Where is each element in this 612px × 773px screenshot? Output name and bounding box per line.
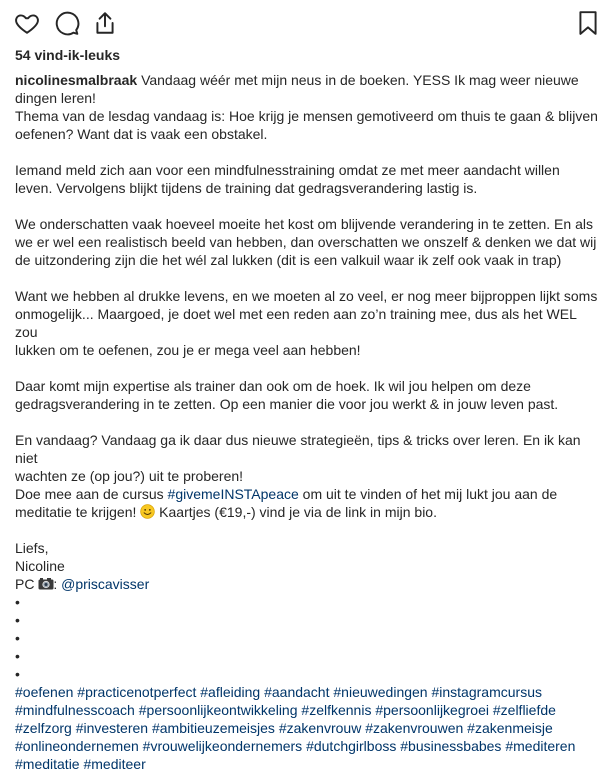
hashtag-link[interactable]: #zakenvrouw	[278, 720, 362, 736]
caption-bullet: •	[15, 648, 20, 664]
caption-text: Doe mee aan de cursus	[15, 486, 168, 502]
caption-text: Thema van de lesdag vandaag is: Hoe krijg je mensen gemotiveerd om thuis te gaan & blijven	[15, 108, 598, 124]
caption-text: onmogelijk... Maargoed, je doet wel met een reden aan zo’n training mee, dus als het WEL zou	[15, 306, 577, 340]
hashtag-link[interactable]: #oefenen	[15, 684, 74, 700]
heart-icon[interactable]	[14, 10, 40, 39]
bookmark-icon[interactable]	[576, 10, 600, 39]
hashtag-link[interactable]: #zelfliefde	[492, 702, 556, 718]
caption-bullet: •	[15, 612, 20, 628]
hashtag-link[interactable]: #businessbabes	[400, 738, 502, 754]
hashtag-link[interactable]: #persoonlijkeontwikkeling	[138, 702, 298, 718]
hashtag-link[interactable]: #afleiding	[200, 684, 261, 700]
caption-text: we er wel een realistisch beeld van hebben, dan overschatten we onszelf & denken we dat wij	[15, 234, 597, 250]
caption-text: leven. Vervolgens blijkt tijdens de training dat gedragsverandering lastig is.	[15, 180, 478, 196]
caption-text: de uitzondering zijn die het wél zal lukken (dit is een valkuil waar ik zelf ook vaak in trap)	[15, 252, 562, 268]
author-username[interactable]: nicolinesmalbraak	[15, 72, 138, 88]
hashtag-link[interactable]: #mindfulnesscoach	[15, 702, 135, 718]
comment-icon[interactable]	[54, 10, 80, 39]
caption-text: Want we hebben al drukke levens, en we moeten al zo veel, er nog meer bijproppen lijkt soms	[15, 288, 598, 304]
caption-text: Vandaag wéér met mijn neus in de boeken. YESS Ik mag weer nieuwe	[141, 72, 579, 88]
caption-text: oefenen? Want dat is vaak een obstakel.	[15, 126, 268, 142]
caption-text: om uit te vinden of het mij lukt jou aan de	[298, 486, 558, 502]
hashtag-link[interactable]: #mediteer	[83, 756, 146, 772]
caption-bullet: •	[15, 666, 20, 682]
smiling-face-emoji	[140, 504, 155, 519]
hashtag-line	[15, 719, 600, 737]
hashtag-link[interactable]: #zelfzorg	[15, 720, 72, 736]
hashtag-line	[15, 755, 600, 773]
hashtag-link[interactable]: #practicenotperfect	[77, 684, 197, 700]
caption-text: Daar komt mijn expertise als trainer dan ook om de hoek. Ik wil jou helpen om deze	[15, 378, 531, 394]
hashtag-line	[15, 701, 600, 719]
hashtag-link[interactable]: #mediteren	[505, 738, 576, 754]
hashtag-link[interactable]: #ambitieuzemeisjes	[151, 720, 275, 736]
share-icon[interactable]	[92, 10, 118, 39]
caption-text: gedragsverandering in te zetten. Op een manier die voor jou werkt & in jouw leven past.	[15, 396, 559, 412]
hashtag-link[interactable]: #instagramcursus	[431, 684, 542, 700]
hashtag-line	[15, 683, 600, 701]
hashtag-link[interactable]: #vrouwelijkeondernemers	[142, 738, 303, 754]
camera-emoji	[38, 576, 53, 591]
caption-text: lukken om te oefenen, zou je er mega veel aan hebben!	[15, 342, 361, 358]
hashtag-link[interactable]: #zakenvrouwen	[365, 720, 464, 736]
hashtag-link[interactable]: #onlineondernemen	[15, 738, 139, 754]
hashtag-link[interactable]: #aandacht	[264, 684, 330, 700]
hashtag-link[interactable]: #givemeINSTApeace	[167, 486, 299, 502]
caption-text: Nicoline	[15, 558, 65, 574]
caption-bullet: •	[15, 630, 20, 646]
hashtag-link[interactable]: #dutchgirlboss	[306, 738, 397, 754]
like-count[interactable]: 54 vind-ik-leuks	[15, 47, 121, 63]
hashtag-link[interactable]: #nieuwedingen	[333, 684, 428, 700]
post-caption: nicolinesmalbraak Vandaag wéér met mijn neus in de boeken. YESS Ik mag weer nieuwe dingen leren! Thema van de lesdag vandaag is: Hoe krijg je mensen gemotiveerd om thuis te gaan & blijven oefenen? Want dat is vaak een obstakel. Iemand meld zich aan voor een mindfulnesstraining omdat ze met meer aandacht willen leven. Vervolgens blijkt tijdens de training dat gedragsverandering lastig is. We onderschatten vaak hoeveel moeite het kost om blijvende verandering in te zetten. En als we er wel een realistisch beeld van hebben, dan overschatten we onszelf & denken we dat wij de uitzondering zijn die het wél zal lukken (dit is een valkuil waar ik zelf ook vaak in trap) Want we hebben al drukke levens, en we moeten al zo veel, er nog meer bijproppen lijkt soms onmogelijk... Maargoed, je doet wel met een reden aan zo’n training mee, dus als het WEL zou lukken om te oefenen, zou je er mega veel aan hebben! Daar komt mijn expertise als trainer dan ook om de hoek. Ik wil jou helpen om deze gedragsverandering in te zetten. Op een manier die voor jou werkt & in jouw leven past. En vandaag? Vandaag ga ik daar dus nieuwe strategieën, tips & tricks over leren. En ik kan niet wachten ze (op jou?) uit te proberen! Doe mee aan de cursus #givemeINSTApeace om uit te vinden of het mij lukt jou aan de meditatie te krijgen! Kaartjes (€19,-) vind je via de link in mijn bio. Liefs, Nicoline PC : @priscavisser • • • • • #oefenen #practicenotperfect #afleiding #aandacht #nieuwedingen #instagramcursus #mindfulnesscoach #persoonlijkeontwikkeling #zelfkennis #persoonlijkegroei #zelfliefde #zelfzorg #investeren #ambitieuzemeisjes #zakenvrouw #zakenvrouwen #zakenmeisje #onlineondernemen #vrouwelijkeondernemers #dutchgirlboss #businessbabes #mediteren #meditatie #mediteer	[15, 71, 600, 773]
hashtag-link[interactable]: #investeren	[75, 720, 149, 736]
caption-text: dingen leren!	[15, 90, 96, 106]
hashtag-line	[15, 737, 600, 755]
hashtag-link[interactable]: #persoonlijkegroei	[375, 702, 489, 718]
caption-bullet: •	[15, 594, 20, 610]
caption-text: Kaartjes (€19,-) vind je via de link in mijn bio.	[155, 504, 437, 520]
caption-text: Liefs,	[15, 540, 49, 556]
post-action-bar	[0, 8, 612, 38]
caption-text: wachten ze (op jou?) uit te proberen!	[15, 468, 244, 484]
mention-link[interactable]: @priscavisser	[61, 576, 150, 592]
caption-text: PC	[15, 576, 39, 592]
hashtag-link[interactable]: #meditatie	[15, 756, 80, 772]
caption-text: meditatie te krijgen!	[15, 504, 141, 520]
hashtag-link[interactable]: #zakenmeisje	[467, 720, 553, 736]
hashtag-link[interactable]: #zelfkennis	[301, 702, 372, 718]
caption-text: We onderschatten vaak hoeveel moeite het kost om blijvende verandering in te zetten. En als	[15, 216, 593, 232]
caption-text: En vandaag? Vandaag ga ik daar dus nieuwe strategieën, tips & tricks over leren. En ik kan niet	[15, 432, 581, 466]
caption-text: Iemand meld zich aan voor een mindfulnesstraining omdat ze met meer aandacht willen	[15, 162, 560, 178]
